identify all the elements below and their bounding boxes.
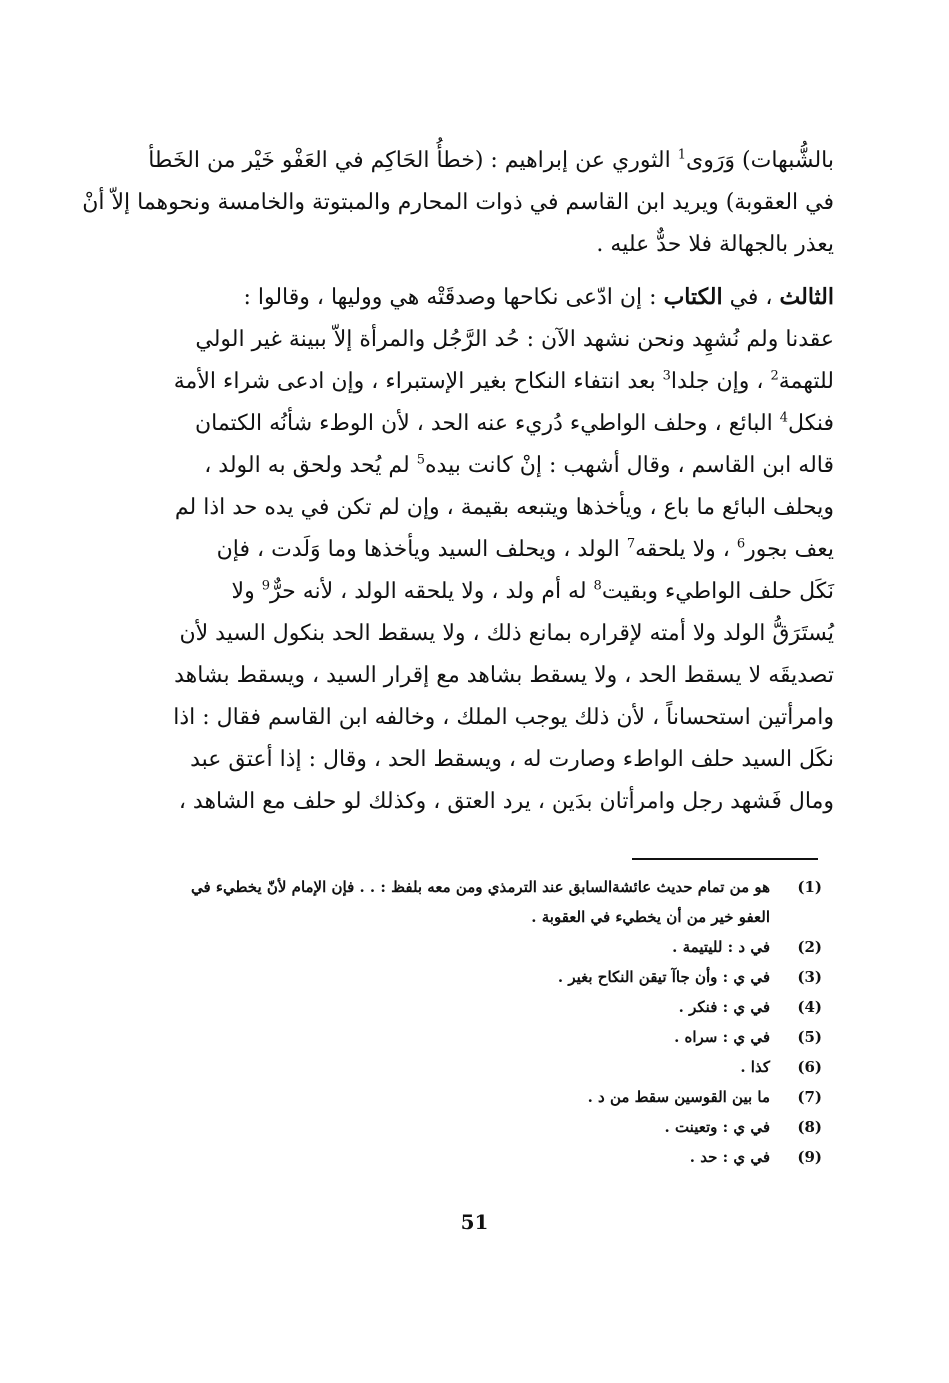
footnote-text: في د : لليتيمة .	[672, 938, 770, 956]
footnote-5	[122, 1022, 822, 1052]
footnote-text: في ي : وأن جاآ تيقن النكاح بغير .	[557, 968, 770, 986]
footnote-1	[122, 872, 822, 902]
footnote-3	[122, 962, 822, 992]
footnote-ref-8[interactable]: 8	[593, 578, 602, 594]
text-line: للتهمة$^2$ ، وإن جلدا$^3$ بعد انتفاء النكاح بغير الإستبراء ، وإن ادعى شراء الأمة	[173, 368, 834, 394]
section-lead: الثالث	[779, 284, 834, 310]
footnote-number: (6)	[797, 1058, 822, 1076]
text-line: نكَل السيد حلف الواطء وصارت له ، ويسقط الحد ، وقال : إذا أعتق عبد	[190, 747, 834, 772]
text-line: يعف بجور$^6$ ، ولا يلحقه$^7$ الولد ، ويحلف السيد ويأخذها وما وَلَدت ، فإن	[216, 536, 834, 562]
footnote-text: في ي : سراه .	[674, 1028, 770, 1046]
footnote-ref-4[interactable]: 4	[779, 410, 789, 426]
footnote-9	[122, 1142, 822, 1172]
paragraph-1	[82, 140, 834, 266]
footnote-number: (9)	[797, 1148, 822, 1166]
footnote-7	[122, 1082, 822, 1112]
footnote-ref-1[interactable]: 1	[677, 147, 686, 163]
footnote-number: (1)	[797, 878, 822, 896]
footnote-text: في ي : فنكر .	[678, 998, 770, 1016]
text-line: الثالث ، في الكتاب : إن ادّعى نكاحها وصدقَتْه هي ووليها ، وقالوا :	[243, 284, 834, 310]
text-line: يُستَرَقُّ الولد ولا أمته لإقراره بمانع ذلك ، ولا يسقط الحد بنكول السيد لأن	[179, 621, 834, 646]
text-line: تصديقَه لا يسقط الحد ، ولا يسقط بشاهد مع إقرار السيد ، ويسقط بشاهد	[174, 663, 834, 688]
footnote-ref-6[interactable]: 6	[736, 536, 746, 552]
footnote-ref-5[interactable]: 5	[416, 452, 425, 468]
footnote-4	[122, 992, 822, 1022]
footnote-text: العفو خير من أن يخطيء في العقوبة .	[531, 908, 770, 926]
text-line: وامرأتين استحساناً ، لأن ذلك يوجب الملك ، وخالفه ابن القاسم فقال : اذا	[173, 705, 834, 730]
footnote-ref-3[interactable]: 3	[662, 368, 671, 384]
text-line: ومال فَشهد رجل وامرأتان بدَين ، يرد العتق ، وكذلك لو حلف مع الشاهد ،	[178, 789, 834, 814]
footnote-text: في ي : وتعينت .	[664, 1118, 770, 1136]
footnote-number: (3)	[797, 968, 822, 986]
book-reference: الكتاب	[663, 284, 723, 310]
footnote-text: هو من تمام حديث عائشةالسابق عند الترمذي ومن معه بلفظ : . . فإن الإمام لأنّ يخطيء في	[191, 878, 770, 896]
footnote-1-continued	[122, 902, 822, 932]
text-line: يعذر بالجهالة فلا حدٌّ عليه .	[596, 232, 834, 257]
footnote-number: (2)	[797, 938, 822, 956]
text-line: في العقوبة) ويريد ابن القاسم في ذوات المحارم والمبتوتة والخامسة ونحوهما إلاّ أنْ	[82, 190, 834, 215]
footnote-6	[122, 1052, 822, 1082]
footnote-8	[122, 1112, 822, 1142]
paragraph-2	[122, 276, 834, 823]
text-line: قاله ابن القاسم ، وقال أشهب : إنْ كانت بيده$^5$ لم يُحد ولحق به الولد ،	[204, 452, 834, 478]
text-line: نَكَل حلف الواطيء وبقيت$^8$ له أم ولد ، ولا يلحقه الولد ، لأنه حرٌّ$^9$ ولا	[231, 578, 834, 604]
footnote-ref-7[interactable]: 7	[626, 536, 636, 552]
footnote-text: كذا .	[740, 1058, 770, 1076]
main-text	[82, 140, 834, 823]
footnote-text: في ي : حد .	[689, 1148, 770, 1166]
footnote-number: (4)	[797, 998, 822, 1016]
footnote-separator	[632, 858, 818, 860]
page-number: 51	[460, 1210, 489, 1234]
footnote-number: (8)	[797, 1118, 822, 1136]
text-line: ويحلف البائع ما باع ، ويأخذها ويتبعه بقيمة ، وإن لم تكن في يده حد اذا لم	[174, 495, 834, 520]
footnote-2	[122, 932, 822, 962]
footnote-ref-9[interactable]: 9	[261, 578, 270, 594]
text-line: بالشُّبهات) وَرَوى$^1$ الثوري عن إبراهيم : (خطأُ الحَاكِم في العَفْو خَيْر من الخَطأ	[148, 147, 834, 173]
footnote-ref-2[interactable]: 2	[770, 368, 779, 384]
text-line: عقدنا ولم نُشهِد ونحن نشهد الآن : حُد الرَّجُل والمرأة إلاّ ببينة غير الولي	[195, 327, 834, 352]
footnote-number: (7)	[797, 1088, 822, 1106]
text-line: فنكل$^4$ البائع ، وحلف الواطيء دُريء عنه الحد ، لأن الوطء شأنُه الكتمان	[194, 410, 834, 436]
footnote-number: (5)	[797, 1028, 822, 1046]
footnote-text: ما بين القوسين سقط من د .	[587, 1088, 770, 1106]
footnotes	[122, 872, 822, 1172]
